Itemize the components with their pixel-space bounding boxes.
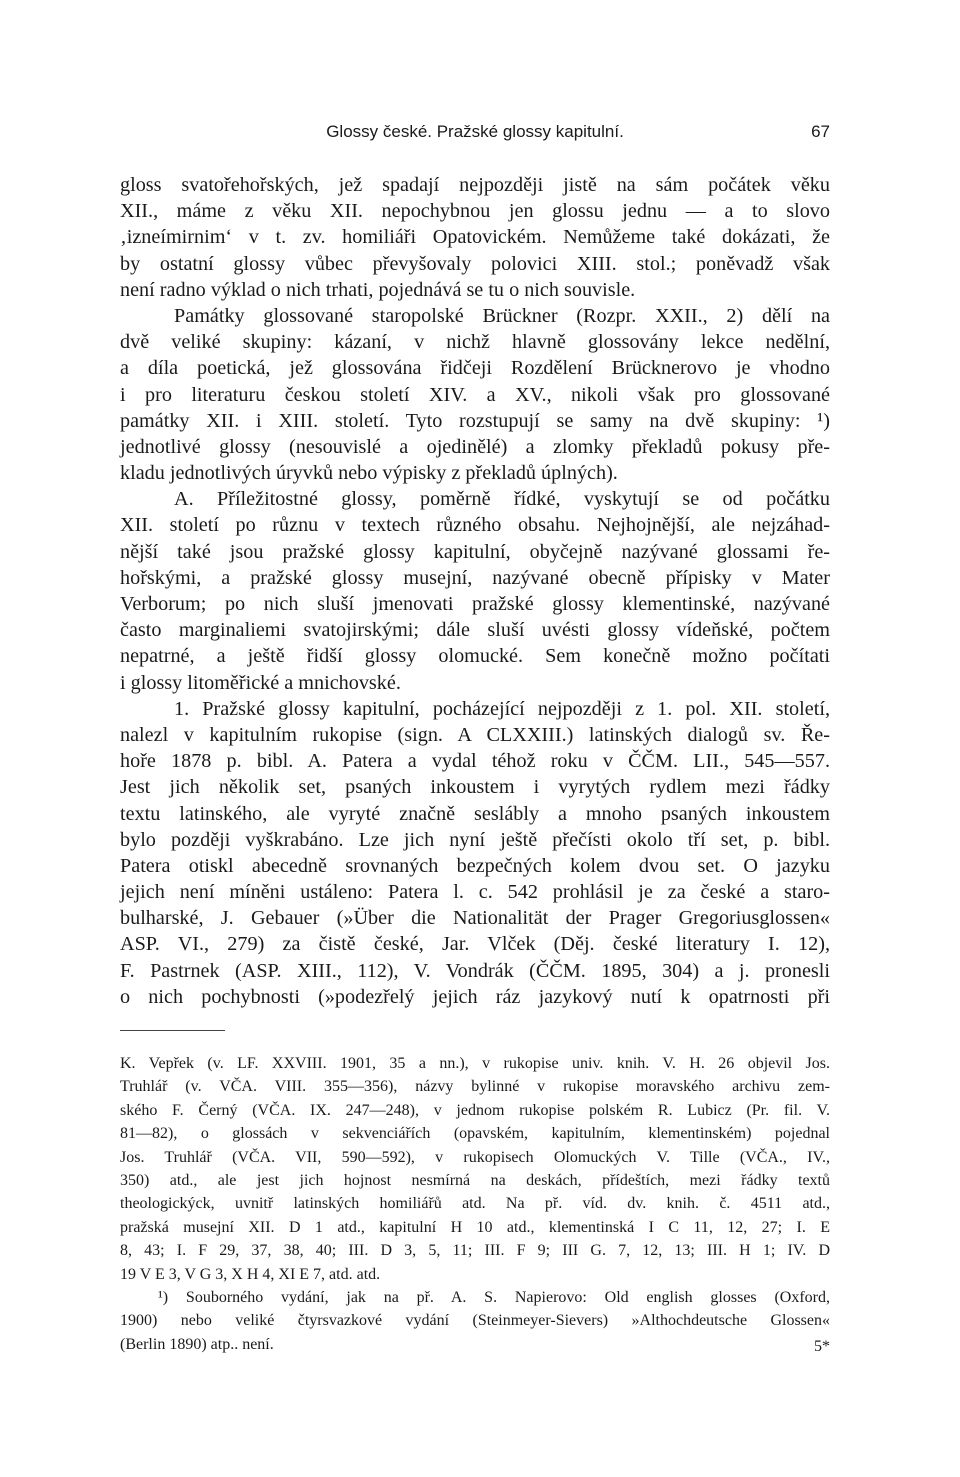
text-line: F. Pastrnek (ASP. XIII., 112), V. Vondrák (ČČM. 1895, 304) a j. pronesli	[120, 959, 830, 982]
text-line: a díla poetická, jež glossována řidčeji Rozdělení Brücknerovo je vhodno	[120, 357, 830, 380]
footnote-line: 350) atd., ale jest jich hojnost nesmírná na deskách, přídeštích, mezi řádky textů	[120, 1171, 830, 1189]
text-line: textu latinského, ale vyryté značně seslábly a mnoho psaných inkoustem	[120, 802, 830, 825]
footnote-line: 1900) nebo veliké čtyrsvazkové vydání (Steinmeyer-Sievers) »Althochdeutsche Glossen«	[120, 1312, 830, 1330]
footnote-line: Jos. Truhlář (VČA. VII, 590—592), v rukopisech Olomuckých V. Tille (VČA., IV.,	[120, 1148, 830, 1166]
footnote-line: ského F. Černý (VČA. IX. 247—248), v jednom rukopise polském R. Lubicz (Pr. fil. V.	[120, 1101, 830, 1119]
text-line: i glossy litoměřické a mnichovské.	[120, 671, 401, 694]
footnote-line: theologickýck, uvnitř latinských homiliářů atd. Na př. víd. dv. knih. č. 4511 atd.,	[120, 1195, 830, 1213]
text-line: jednotlivé glossy (nesouvislé a ojedinělé) a zlomky překladů pokusy pře-	[120, 435, 830, 458]
text-line: i pro literaturu českou století XIV. a XV., nikoli však pro glossované	[120, 383, 830, 406]
text-line: bulharské, J. Gebauer (»Über die Nationalität der Prager Gregoriusglossen«	[120, 907, 830, 930]
footnote-line: 19 V E 3, V G 3, X H 4, XI E 7, atd. atd.	[120, 1265, 381, 1283]
text-line: by ostatní glossy vůbec převyšovaly polovici XIII. stol.; poněvadž však	[120, 252, 830, 275]
footnote-line: K. Vepřek (v. LF. XXVIII. 1901, 35 a nn.), v rukopise univ. knih. V. H. 26 objevil Jos.	[120, 1055, 830, 1072]
text-line: jejich není míněni ustáleno: Patera l. c. 542 prohlásil je za české a staro-	[120, 881, 830, 904]
footnote-line: 8, 43; I. F 29, 37, 38, 40; III. D 3, 5, 11; III. F 9; III G. 7, 12, 13; III. H 1; IV. D	[120, 1242, 830, 1260]
text-line: nější také jsou pražské glossy kapitulní, obyčejně nazývané glossami ře-	[120, 540, 830, 563]
text-line: nepatrné, a ještě řidší glossy olomucké. Sem konečně možno počítati	[120, 645, 830, 668]
text-line: často marginaliemi svatojirskými; dále sluší uvésti glossy vídeňské, počtem	[120, 619, 830, 642]
text-line: Patera otiskl abecedně srovnaných bezpečných kolem dvou set. O jazyku	[120, 854, 830, 877]
text-line: hořskými, a pražské glossy musejní, nazývané obecně přípisky v Mater	[120, 566, 830, 589]
footnote-line: Truhlář (v. VČA. VIII. 355—356), názvy bylinné v rukopise moravského archivu zem-	[120, 1078, 830, 1096]
text-line: Jest jich několik set, psaných inkoustem i vyrytých rydlem mezi řádky	[120, 776, 830, 799]
text-line: hoře 1878 p. bibl. A. Patera a vydal téhož roku v ČČM. LII., 545—557.	[120, 750, 830, 773]
page-number: 67	[811, 122, 830, 141]
footnote-line: (Berlin 1890) atp.. není.	[120, 1335, 274, 1353]
text-line: XII. století po různu v textech různého obsahu. Nejhojnější, ale nejzáhad-	[120, 514, 830, 537]
signature-mark: 5*	[814, 1338, 830, 1355]
text-line: ‚izneímirnim‘ v t. zv. homiliáři Opatovickém. Nemůžeme také dokázati, že	[120, 226, 830, 249]
footnote-line: ¹) Souborného vydání, jak na př. A. S. Napierovo: Old english glosses (Oxford,	[158, 1288, 830, 1306]
main-text	[120, 172, 830, 1010]
text-line: o nich pochybnosti (»podezřelý jejich ráz jazykový nutí k opatrnosti při	[120, 985, 830, 1008]
text-line: nalezl v kapitulním rukopise (sign. A CLXXIII.) latinských dialogů sv. Ře-	[120, 723, 830, 746]
text-line: bylo později vyškrabáno. Lze jich nyní ještě přečísti okolo tří set, p. bibl.	[120, 828, 830, 851]
running-title: Glossy české. Pražské glossy kapitulní.	[326, 122, 624, 141]
text-line: Památky glossované staropolské Brückner (Rozpr. XXII., 2) dělí na	[174, 304, 830, 327]
text-line: A. Příležitostné glossy, poměrně řídké, vyskytují se od počátku	[174, 488, 830, 511]
text-line: 1. Pražské glossy kapitulní, pocházející nejpozději z 1. pol. XII. století,	[174, 697, 830, 720]
text-line: dvě veliké skupiny: kázaní, v nichž hlavně glossovány lekce nedělní,	[120, 331, 830, 354]
text-line: Verborum; po nich sluší jmenovati pražské glossy klementinské, nazývané	[120, 593, 830, 615]
text-line: XII., máme z věku XII. nepochybnou jen glossu jednu — a to slovo	[120, 200, 830, 223]
text-line: kladu jednotlivých úryvků nebo výpisky z překladů úplných).	[120, 462, 618, 485]
text-line: gloss svatořehořských, jež spadají nejpozději jistě na sám počátek věku	[120, 174, 830, 196]
text-line: ASP. VI., 279) za čistě české, Jar. Vlček (Děj. české literatury I. 12),	[120, 933, 830, 956]
footnote-line: 81—82), o glossách v sekvenciářích (opavském, kapitulním, klementinském) pojednal	[120, 1125, 830, 1143]
footnotes	[120, 1052, 830, 1356]
footnote-divider	[120, 1030, 225, 1031]
footnote-line: pražská musejní XII. D 1 atd., kapitulní H 10 atd., klementinská I C 11, 12, 27; I. E	[120, 1218, 830, 1236]
text-line: není radno výklad o nich trhati, pojednává se tu o nich souvisle.	[120, 278, 636, 301]
text-line: památky XII. i XIII. století. Tyto rozstupují se samy na dvě skupiny: ¹)	[120, 409, 830, 432]
running-header	[120, 122, 830, 152]
